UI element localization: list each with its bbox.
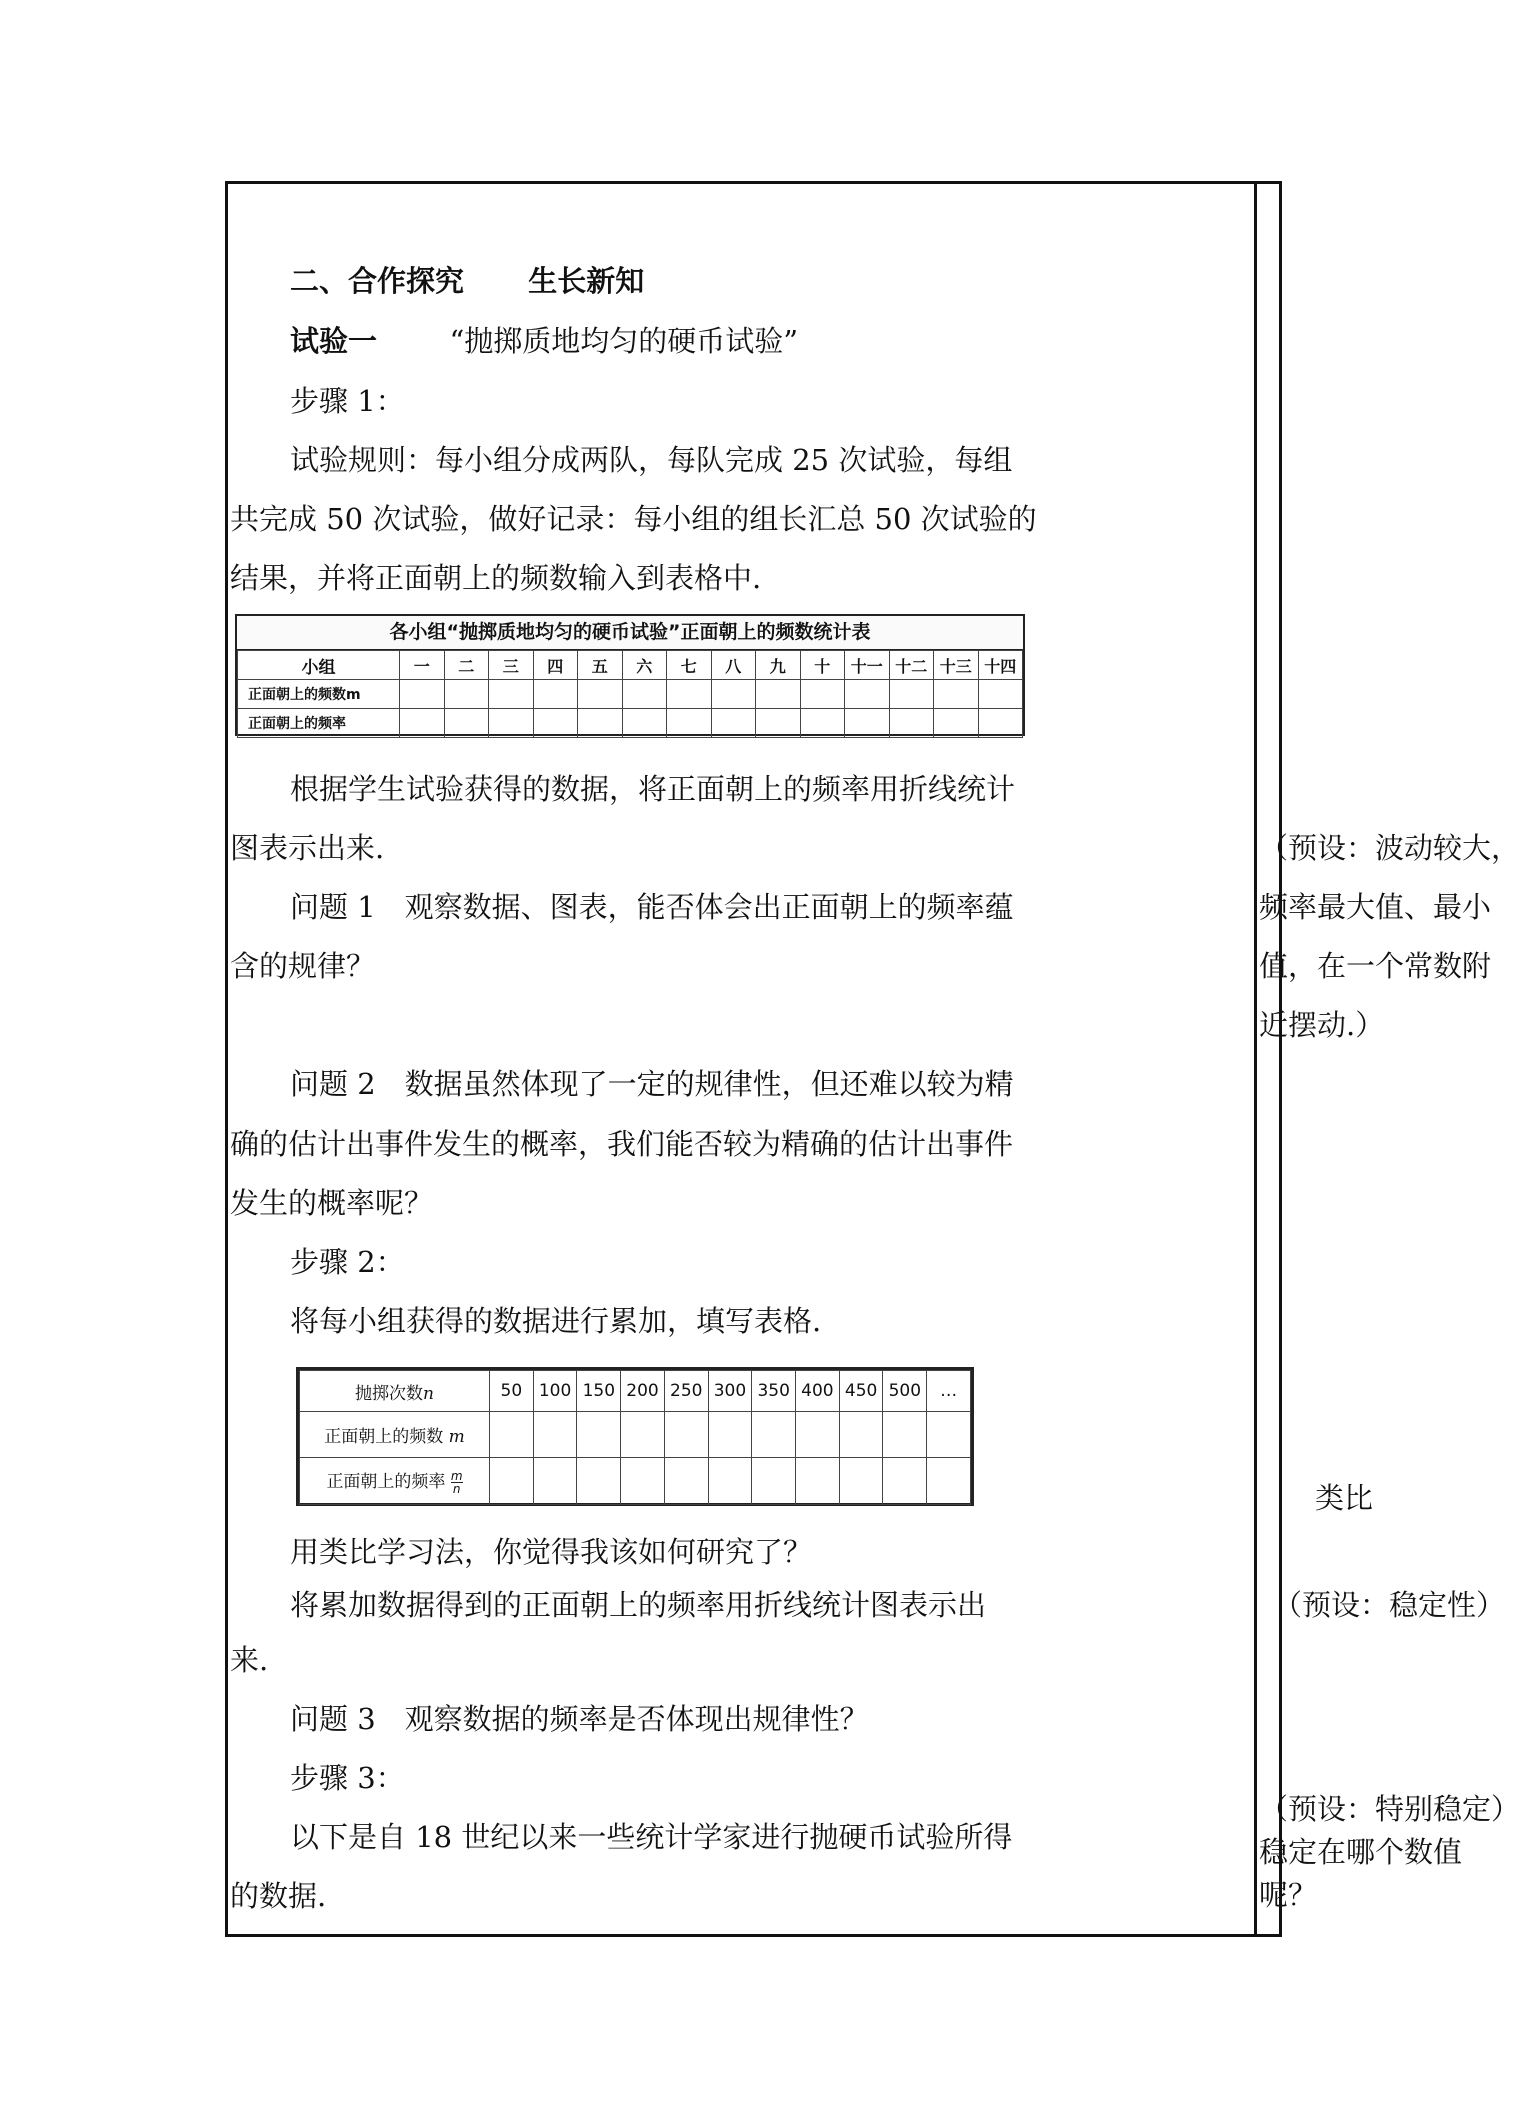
group-cell: 十二 [889,651,934,680]
table-header-row [300,1371,971,1412]
step3-line-1: 以下是自 18 世纪以来一些统计学家进行抛硬币试验所得 [290,1820,1013,1854]
header-cell: 小组 [238,651,400,680]
empty-cell [622,709,667,738]
question1-line-2: 含的规律？ [230,949,376,983]
empty-cell [444,709,489,738]
count-cell: 100 [533,1371,577,1412]
empty-cell [444,680,489,709]
empty-cell [796,1412,840,1458]
empty-cell [934,680,979,709]
header-var: n [423,1383,434,1404]
table-row [238,709,1023,738]
empty-cell [533,680,578,709]
step2-label: 步骤 2： [290,1245,405,1279]
experiment-title: 试验一 [290,324,378,358]
row-label: 正面朝上的频数m [238,680,400,709]
empty-cell [796,1458,840,1505]
empty-cell [578,680,623,709]
preset1-line-4: 近摆动.） [1259,1008,1385,1042]
cumulative-table [296,1367,974,1506]
chart-paragraph-line-1: 根据学生试验获得的数据，将正面朝上的频率用折线统计 [290,772,1016,806]
empty-cell [800,680,845,709]
empty-cell [889,709,934,738]
empty-cell [711,680,756,709]
chart-paragraph-line-2: 图表示出来. [230,831,385,865]
empty-cell [577,1412,621,1458]
empty-cell [667,709,712,738]
empty-cell [400,709,445,738]
count-cell: 300 [708,1371,752,1412]
empty-cell [489,709,534,738]
row-label [300,1412,490,1458]
question2-line-3: 发生的概率呢？ [230,1186,434,1220]
group-cell: 六 [622,651,667,680]
empty-cell [756,709,801,738]
group-cell: 十三 [934,651,979,680]
question1-line-1: 问题 1 观察数据、图表，能否体会出正面朝上的频率蕴 [290,890,1014,924]
empty-cell [978,709,1023,738]
empty-cell [752,1458,796,1505]
empty-cell [756,680,801,709]
question2-line-2: 确的估计出事件发生的概率，我们能否较为精确的估计出事件 [230,1127,1014,1161]
empty-cell [800,709,845,738]
row-label: 正面朝上的频率 [238,709,400,738]
empty-cell [883,1458,927,1505]
table-caption: 各小组“抛掷质地均匀的硬币试验”正面朝上的频数统计表 [237,616,1023,650]
empty-cell [489,680,534,709]
empty-cell [577,1458,621,1505]
preset3-line-3: 呢？ [1259,1878,1318,1912]
group-cell: 一 [400,651,445,680]
section-subheading: 生长新知 [528,264,645,298]
question3: 问题 3 观察数据的频率是否体现出规律性？ [290,1702,869,1736]
empty-cell [845,709,890,738]
group-cell: 七 [667,651,712,680]
group-frequency-table [235,614,1025,736]
empty-cell [889,680,934,709]
preset3-line-2: 稳定在哪个数值 [1259,1835,1463,1869]
group-cell: 三 [489,651,534,680]
empty-cell [839,1458,883,1505]
count-cell: 50 [490,1371,534,1412]
empty-cell [621,1458,665,1505]
count-cell: 500 [883,1371,927,1412]
group-cell: 十 [800,651,845,680]
preset1-line-1: （预设：波动较大， [1259,831,1520,865]
group-cell: 二 [444,651,489,680]
empty-cell [708,1458,752,1505]
header-label: 抛掷次数 [355,1383,424,1404]
row-label-text: 正面朝上的频数 [324,1427,444,1447]
group-cell: 十四 [978,651,1023,680]
count-cell: … [927,1371,971,1412]
table-row [300,1412,971,1458]
empty-cell [927,1412,971,1458]
group-cell: 九 [756,651,801,680]
count-cell: 400 [796,1371,840,1412]
empty-cell [533,1412,577,1458]
empty-cell [839,1412,883,1458]
main-column [228,184,1254,1934]
row-label-var: m [448,1427,465,1447]
side-notes-column [1257,184,1520,1934]
step1-line-3: 结果，并将正面朝上的频数输入到表格中. [230,561,762,595]
empty-cell [664,1412,708,1458]
fraction [451,1470,463,1495]
empty-cell [400,680,445,709]
group-cell: 八 [711,651,756,680]
empty-cell [845,680,890,709]
empty-cell [664,1458,708,1505]
step1-line-1: 试验规则：每小组分成两队，每队完成 25 次试验，每组 [290,443,1013,477]
table-header-row [238,651,1023,680]
preset1-line-3: 值，在一个常数附 [1259,949,1492,983]
count-cell: 200 [621,1371,665,1412]
step2-text: 将每小组获得的数据进行累加，填写表格. [290,1304,822,1338]
empty-cell [578,709,623,738]
question2-line-1: 问题 2 数据虽然体现了一定的规律性，但还难以较为精 [290,1067,1014,1101]
empty-cell [490,1412,534,1458]
table-row [238,680,1023,709]
row-label-text: 正面朝上的频率 [326,1472,446,1493]
cumulative-line-1: 将累加数据得到的正面朝上的频率用折线统计图表示出 [290,1588,987,1622]
empty-cell [883,1412,927,1458]
preset2-note: （预设：稳定性） [1273,1588,1506,1622]
empty-cell [533,1458,577,1505]
preset1-line-2: 频率最大值、最小 [1259,890,1492,924]
lesson-frame [225,181,1520,1937]
empty-cell [490,1458,534,1505]
empty-cell [711,709,756,738]
empty-cell [667,680,712,709]
empty-cell [934,709,979,738]
row-label [300,1458,490,1505]
group-cell: 五 [578,651,623,680]
analogy-question: 用类比学习法，你觉得我该如何研究了？ [290,1535,813,1569]
table-row [300,1458,971,1505]
preset3-line-1: （预设：特别稳定） [1259,1792,1520,1826]
step1-line-2: 共完成 50 次试验，做好记录：每小组的组长汇总 50 次试验的 [230,502,1037,536]
count-cell: 150 [577,1371,621,1412]
empty-cell [708,1412,752,1458]
step1-label: 步骤 1： [290,384,405,418]
fraction-numerator: m [450,1468,463,1483]
empty-cell [978,680,1023,709]
empty-cell [622,680,667,709]
count-cell: 250 [664,1371,708,1412]
group-cell: 四 [533,651,578,680]
step3-line-2: 的数据. [230,1879,327,1913]
experiment-name: “抛掷质地均匀的硬币试验” [449,324,799,358]
count-cell: 350 [752,1371,796,1412]
count-cell: 450 [839,1371,883,1412]
empty-cell [533,709,578,738]
fraction-denominator: n [452,1481,461,1496]
empty-cell [752,1412,796,1458]
group-cell: 十一 [845,651,890,680]
empty-cell [621,1412,665,1458]
empty-cell [927,1458,971,1505]
header-cell [300,1371,490,1412]
section-heading: 二、合作探究 [290,264,465,298]
cumulative-line-2: 来. [230,1643,269,1677]
step3-label: 步骤 3： [290,1761,405,1795]
analogy-note: 类比 [1315,1481,1374,1515]
